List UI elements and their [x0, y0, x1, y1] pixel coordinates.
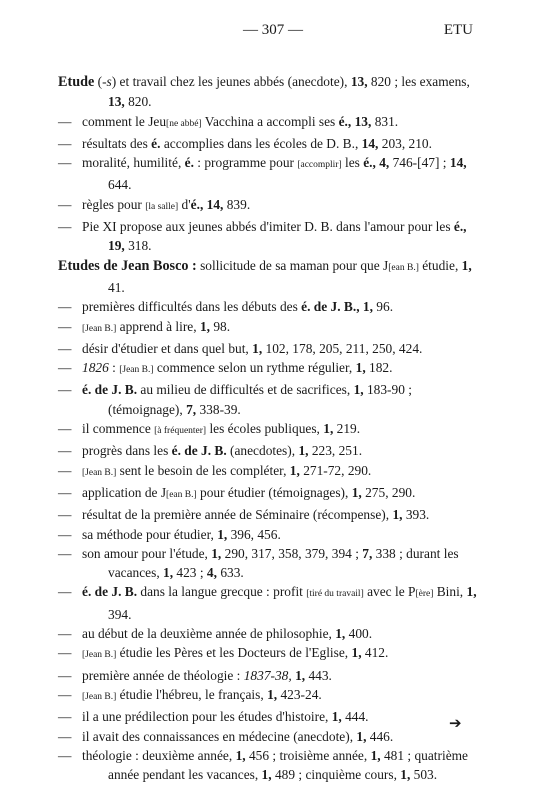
- entry-text: moralité, humilité,: [82, 155, 185, 171]
- entry-text: é. de J. B.: [82, 382, 138, 398]
- entry-text: 13,: [108, 94, 125, 110]
- entry-text: il a une prédilection pour les études d'histoire,: [82, 709, 332, 725]
- entry-text: : programme pour: [193, 155, 298, 171]
- entry-text: désir d'étudier et dans quel but,: [82, 340, 253, 356]
- entry-text: é., 4,: [363, 155, 390, 171]
- entry-text: [ean B.]: [388, 262, 419, 273]
- entry-text: 1,: [235, 747, 246, 763]
- index-subentry: [58, 727, 478, 746]
- entry-text: 1,: [295, 667, 306, 683]
- entry-text: [Jean B.]: [82, 323, 117, 334]
- entry-text: 275, 290.: [361, 484, 416, 500]
- entry-text: application de J: [82, 484, 167, 500]
- entry-text: 1,: [289, 462, 300, 478]
- entry-text: sa méthode pour étudier,: [82, 526, 218, 542]
- entry-text: d': [178, 196, 191, 212]
- entry-text: Bini,: [433, 584, 467, 600]
- entry-text: 223, 251.: [308, 443, 363, 459]
- entry-text: avec le P: [363, 584, 416, 600]
- entry-text: é., 19,: [108, 219, 467, 254]
- entry-text: [tiré du travail]: [306, 589, 364, 600]
- entry-text: -s: [102, 74, 112, 89]
- index-subentry: [58, 153, 478, 195]
- entry-text: [Jean B.]: [119, 365, 154, 376]
- entry-text: progrès dans les: [82, 443, 172, 459]
- entry-text: 1,: [351, 645, 362, 661]
- index-subentry: [58, 643, 478, 665]
- entry-text: 746-[47] ;: [389, 155, 450, 171]
- entry-text: 489 ; cinquième cours,: [271, 767, 401, 783]
- entry-text: 503.: [410, 767, 438, 783]
- entry-text: 338-39.: [196, 401, 241, 417]
- entry-text: il commence: [82, 421, 155, 437]
- entry-text: 14,: [449, 155, 467, 171]
- entry-text: 182.: [365, 360, 393, 376]
- entry-text: 14,: [361, 135, 379, 151]
- entry-text: 1,: [351, 484, 362, 500]
- entry-text: il avait des connaissances en médecine (anecdote),: [82, 728, 357, 744]
- entry-text: :: [108, 360, 120, 376]
- entry-text: résultat de la première année de Séminaire (récompense),: [82, 507, 393, 523]
- entry-text: 290, 317, 358, 379, 394 ;: [221, 545, 363, 561]
- entry-text: (anecdotes),: [226, 443, 299, 459]
- entry-text: 1,: [400, 767, 411, 783]
- entry-text: sollicitude de sa maman pour que J: [196, 257, 389, 273]
- entry-text: 831.: [371, 113, 399, 129]
- page-number: — 307 —: [243, 22, 303, 38]
- entry-text: 1,: [261, 767, 272, 783]
- entry-text: é.: [151, 135, 161, 151]
- continuation-arrow-icon: ➔: [449, 716, 462, 732]
- index-subentry: [58, 419, 478, 441]
- entry-text: 423 ;: [173, 565, 207, 581]
- index-subentry: [58, 544, 478, 583]
- entry-text: 7,: [362, 545, 373, 561]
- entry-text: étudie,: [418, 257, 462, 273]
- index-subentry: [58, 461, 478, 483]
- entry-text: 102, 178, 205, 211, 250, 424.: [262, 340, 423, 356]
- entry-text: é. de J. B.: [82, 584, 138, 600]
- entry-text: 96.: [372, 299, 394, 315]
- entry-text: 98.: [210, 318, 231, 334]
- page-header: [0, 22, 546, 46]
- index-subentry: [58, 134, 478, 153]
- entry-text: 820.: [124, 94, 152, 110]
- entry-text: 1,: [323, 421, 334, 437]
- entry-text: 393.: [402, 507, 430, 523]
- index-subentry: [58, 666, 478, 685]
- entry-text: 820 ; les examens,: [367, 74, 470, 89]
- entry-text: 4,: [206, 565, 217, 581]
- entry-text: é.: [184, 155, 194, 171]
- entry-text: 1,: [355, 360, 366, 376]
- entry-text: 1,: [356, 728, 367, 744]
- index-headword-entry: [58, 256, 478, 298]
- entry-text: 644.: [108, 177, 132, 193]
- entry-text: 1,: [392, 507, 403, 523]
- entry-text: 13,: [350, 74, 368, 89]
- index-subentry: [58, 339, 478, 358]
- entry-text: 443.: [305, 667, 332, 683]
- entry-text: Vacchina a accompli ses: [201, 113, 339, 129]
- entry-text: 219.: [333, 421, 361, 437]
- entry-text: 41.: [108, 279, 125, 295]
- entry-text: 444.: [341, 709, 369, 725]
- entry-text: 183-90 ; (témoignage),: [108, 382, 412, 417]
- index-subentry: [58, 483, 478, 505]
- entry-text: 1826: [82, 360, 109, 376]
- entry-text: 446.: [366, 728, 394, 744]
- entry-text: 412.: [361, 645, 389, 661]
- entry-text: 1837-38,: [243, 667, 292, 683]
- index-subentry: [58, 297, 478, 316]
- entry-text: règles pour: [82, 196, 146, 212]
- entry-text: [ne abbé]: [166, 118, 202, 129]
- entry-text: 423-24.: [277, 686, 322, 702]
- entry-text: 1,: [163, 565, 174, 581]
- entry-text: 1,: [353, 382, 364, 398]
- section-label: ETU: [443, 22, 473, 38]
- entry-text: 1,: [267, 686, 278, 702]
- entry-text: théologie : deuxième année,: [82, 747, 236, 763]
- entry-text: 271-72, 290.: [299, 462, 372, 478]
- entry-text: étudie l'hébreu, le français,: [116, 686, 268, 702]
- entry-text: au début de la deuxième année de philosophie,: [82, 626, 336, 642]
- entry-text: [à fréquenter]: [154, 426, 207, 437]
- index-subentry: [58, 380, 478, 419]
- entry-text: é. de J. B., 1,: [301, 299, 373, 315]
- entry-text: é. de J. B.: [171, 443, 227, 459]
- entry-text: 396, 456.: [227, 526, 281, 542]
- entry-text: les: [341, 155, 364, 171]
- entry-text: 1,: [252, 340, 263, 356]
- entry-text: [Jean B.]: [82, 650, 117, 661]
- entry-text: 481 ; quatrième année pendant les vacances,: [108, 747, 468, 783]
- entry-text: (: [94, 74, 103, 89]
- entry-text: 1,: [199, 318, 210, 334]
- entry-text: 1,: [217, 526, 228, 542]
- entry-text: [Jean B.]: [82, 467, 117, 478]
- index-subentry: [58, 525, 478, 544]
- entry-text: é., 14,: [190, 196, 224, 212]
- entry-text: dans la langue grecque : profit: [137, 584, 307, 600]
- entry-text: pour étudier (témoignages),: [196, 484, 352, 500]
- entry-text: ) et travail chez les jeunes abbés (anecdote),: [111, 74, 351, 89]
- entry-text: résultats des: [82, 135, 152, 151]
- entry-text: 338 ; durant les vacances,: [108, 545, 459, 581]
- entry-text: 394.: [108, 606, 132, 622]
- entry-text: sent le besoin de les compléter,: [116, 462, 290, 478]
- entry-text: [Jean B.]: [82, 691, 117, 702]
- index-subentry: [58, 217, 478, 256]
- entry-text: 203, 210.: [378, 135, 432, 151]
- entry-text: 1,: [335, 626, 346, 642]
- index-subentry: [58, 358, 478, 380]
- entry-text: 1,: [211, 545, 222, 561]
- entry-text: commence selon un rythme régulier,: [153, 360, 356, 376]
- entry-text: premières difficultés dans les débuts des: [82, 299, 302, 315]
- entry-text: comment le Jeu: [82, 113, 167, 129]
- entry-text: 318.: [124, 238, 152, 254]
- entry-text: 400.: [345, 626, 373, 642]
- index-subentry: [58, 685, 478, 707]
- entry-text: 1,: [331, 709, 342, 725]
- entry-text: 1,: [461, 257, 472, 273]
- entry-text: 839.: [223, 196, 251, 212]
- headword: Etude: [58, 74, 95, 90]
- entry-text: 1,: [370, 747, 381, 763]
- entry-text: accomplies dans les écoles de D. B.,: [160, 135, 362, 151]
- entry-text: 7,: [186, 401, 197, 417]
- entry-text: [accomplir]: [297, 160, 342, 171]
- entry-text: [la salle]: [145, 201, 179, 212]
- entry-text: Pie XI propose aux jeunes abbés d'imiter D. B. dans l'amour pour les: [82, 219, 454, 235]
- index-subentry: [58, 624, 478, 643]
- entry-text: au milieu de difficultés et de sacrifices,: [137, 382, 354, 398]
- entry-text: les écoles publiques,: [206, 421, 324, 437]
- index-entries: [58, 72, 478, 784]
- entry-text: son amour pour l'étude,: [82, 545, 212, 561]
- entry-text: étudie les Pères et les Docteurs de l'Eglise,: [116, 645, 352, 661]
- entry-text: [ère]: [415, 589, 434, 600]
- index-subentry: [58, 112, 478, 134]
- entry-text: apprend à lire,: [116, 318, 200, 334]
- entry-text: 1,: [466, 584, 477, 600]
- entry-text: 1,: [298, 443, 309, 459]
- entry-text: première année de théologie :: [82, 667, 244, 683]
- entry-text: 633.: [216, 565, 244, 581]
- index-subentry: [58, 582, 478, 624]
- index-headword-entry: [58, 72, 478, 112]
- index-subentry: [58, 441, 478, 460]
- index-subentry: [58, 707, 478, 726]
- entry-text: [ean B.]: [166, 489, 197, 500]
- index-subentry: [58, 195, 478, 217]
- headword: Etudes de Jean Bosco :: [58, 257, 197, 274]
- entry-text: 456 ; troisième année,: [245, 747, 371, 763]
- index-subentry: [58, 746, 478, 785]
- index-subentry: [58, 317, 478, 339]
- entry-text: é., 13,: [338, 113, 372, 129]
- index-subentry: [58, 505, 478, 524]
